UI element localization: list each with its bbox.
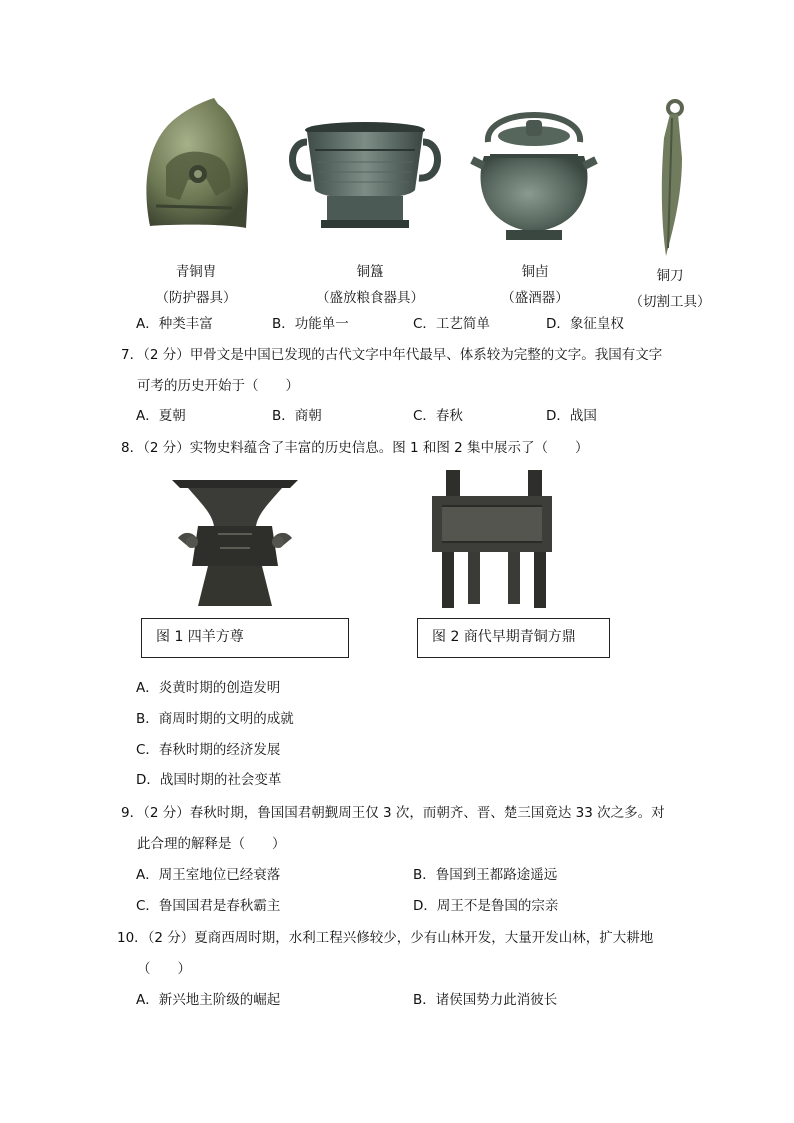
artifact-caption-helmet: [116, 260, 276, 306]
figure-1-caption: 图 1 四羊方尊: [141, 618, 349, 658]
artifact-name: 铜卣: [521, 264, 549, 280]
bronze-you-vessel-image: [464, 96, 606, 242]
artifact-name: 铜簋: [356, 264, 384, 280]
artifact-caption-gui: [290, 260, 450, 306]
q6-option-a[interactable]: A．种类丰富: [136, 316, 213, 332]
four-ram-square-zun-image: [168, 474, 302, 612]
figure-2-caption: 图 2 商代早期青铜方鼎: [417, 618, 610, 658]
q10-option-a[interactable]: A．新兴地主阶级的崛起: [136, 992, 281, 1008]
q7-option-d[interactable]: D．战国: [546, 408, 597, 424]
q8-option-b[interactable]: B．商周时期的文明的成就: [136, 711, 294, 727]
q10-option-b[interactable]: B．诸侯国势力此消彼长: [413, 992, 558, 1008]
q8-option-d[interactable]: D．战国时期的社会变革: [136, 772, 282, 788]
artifact-use: （盛酒器）: [501, 290, 569, 306]
q10-stem-line1: 10．（2 分）夏商西周时期，水利工程兴修较少，少有山林开发，大量开发山林，扩大耕地: [117, 930, 654, 946]
q6-option-d[interactable]: D．象征皇权: [546, 316, 624, 332]
q7-option-b[interactable]: B．商朝: [272, 408, 322, 424]
artifact-use: （防护器具）: [155, 290, 237, 306]
artifact-use: （盛放粮食器具）: [316, 290, 424, 306]
q6-option-c[interactable]: C．工艺简单: [413, 316, 490, 332]
q6-option-b[interactable]: B．功能单一: [272, 316, 349, 332]
artifact-name: 铜刀: [656, 268, 684, 284]
artifact-name: 青铜胄: [175, 264, 217, 280]
q7-option-c[interactable]: C．春秋: [413, 408, 463, 424]
bronze-gui-vessel-image: [285, 120, 445, 232]
bronze-helmet-image: [136, 96, 252, 234]
artifact-use: （切割工具）: [629, 294, 711, 310]
q8-option-c[interactable]: C．春秋时期的经济发展: [136, 742, 281, 758]
q7-stem-line2: 可考的历史开始于（ ）: [137, 378, 299, 394]
q9-option-b[interactable]: B．鲁国到王都路途遥远: [413, 867, 558, 883]
bronze-knife-image: [652, 98, 690, 258]
q9-stem-line2: 此合理的解释是（ ）: [137, 836, 286, 852]
artifact-caption-knife: [600, 264, 740, 310]
q7-option-a[interactable]: A．夏朝: [136, 408, 186, 424]
q9-option-d[interactable]: D．周王不是鲁国的宗亲: [413, 898, 559, 914]
q7-stem-line1: 7．（2 分）甲骨文是中国已发现的古代文字中年代最早、体系较为完整的文字。我国有文字: [121, 347, 663, 363]
artifact-caption-you: [455, 260, 615, 306]
q9-option-a[interactable]: A．周王室地位已经衰落: [136, 867, 281, 883]
q10-stem-line2: （ ）: [137, 961, 191, 977]
q8-option-a[interactable]: A．炎黄时期的创造发明: [136, 680, 281, 696]
q9-stem-line1: 9．（2 分）春秋时期，鲁国国君朝觐周王仅 3 次，而朝齐、晋、楚三国竟达 33 次之多。对: [121, 805, 665, 821]
q8-stem: 8．（2 分）实物史料蕴含了丰富的历史信息。图 1 和图 2 集中展示了（ ）: [121, 440, 589, 456]
shang-bronze-square-ding-image: [428, 466, 556, 612]
q9-option-c[interactable]: C．鲁国国君是春秋霸主: [136, 898, 281, 914]
